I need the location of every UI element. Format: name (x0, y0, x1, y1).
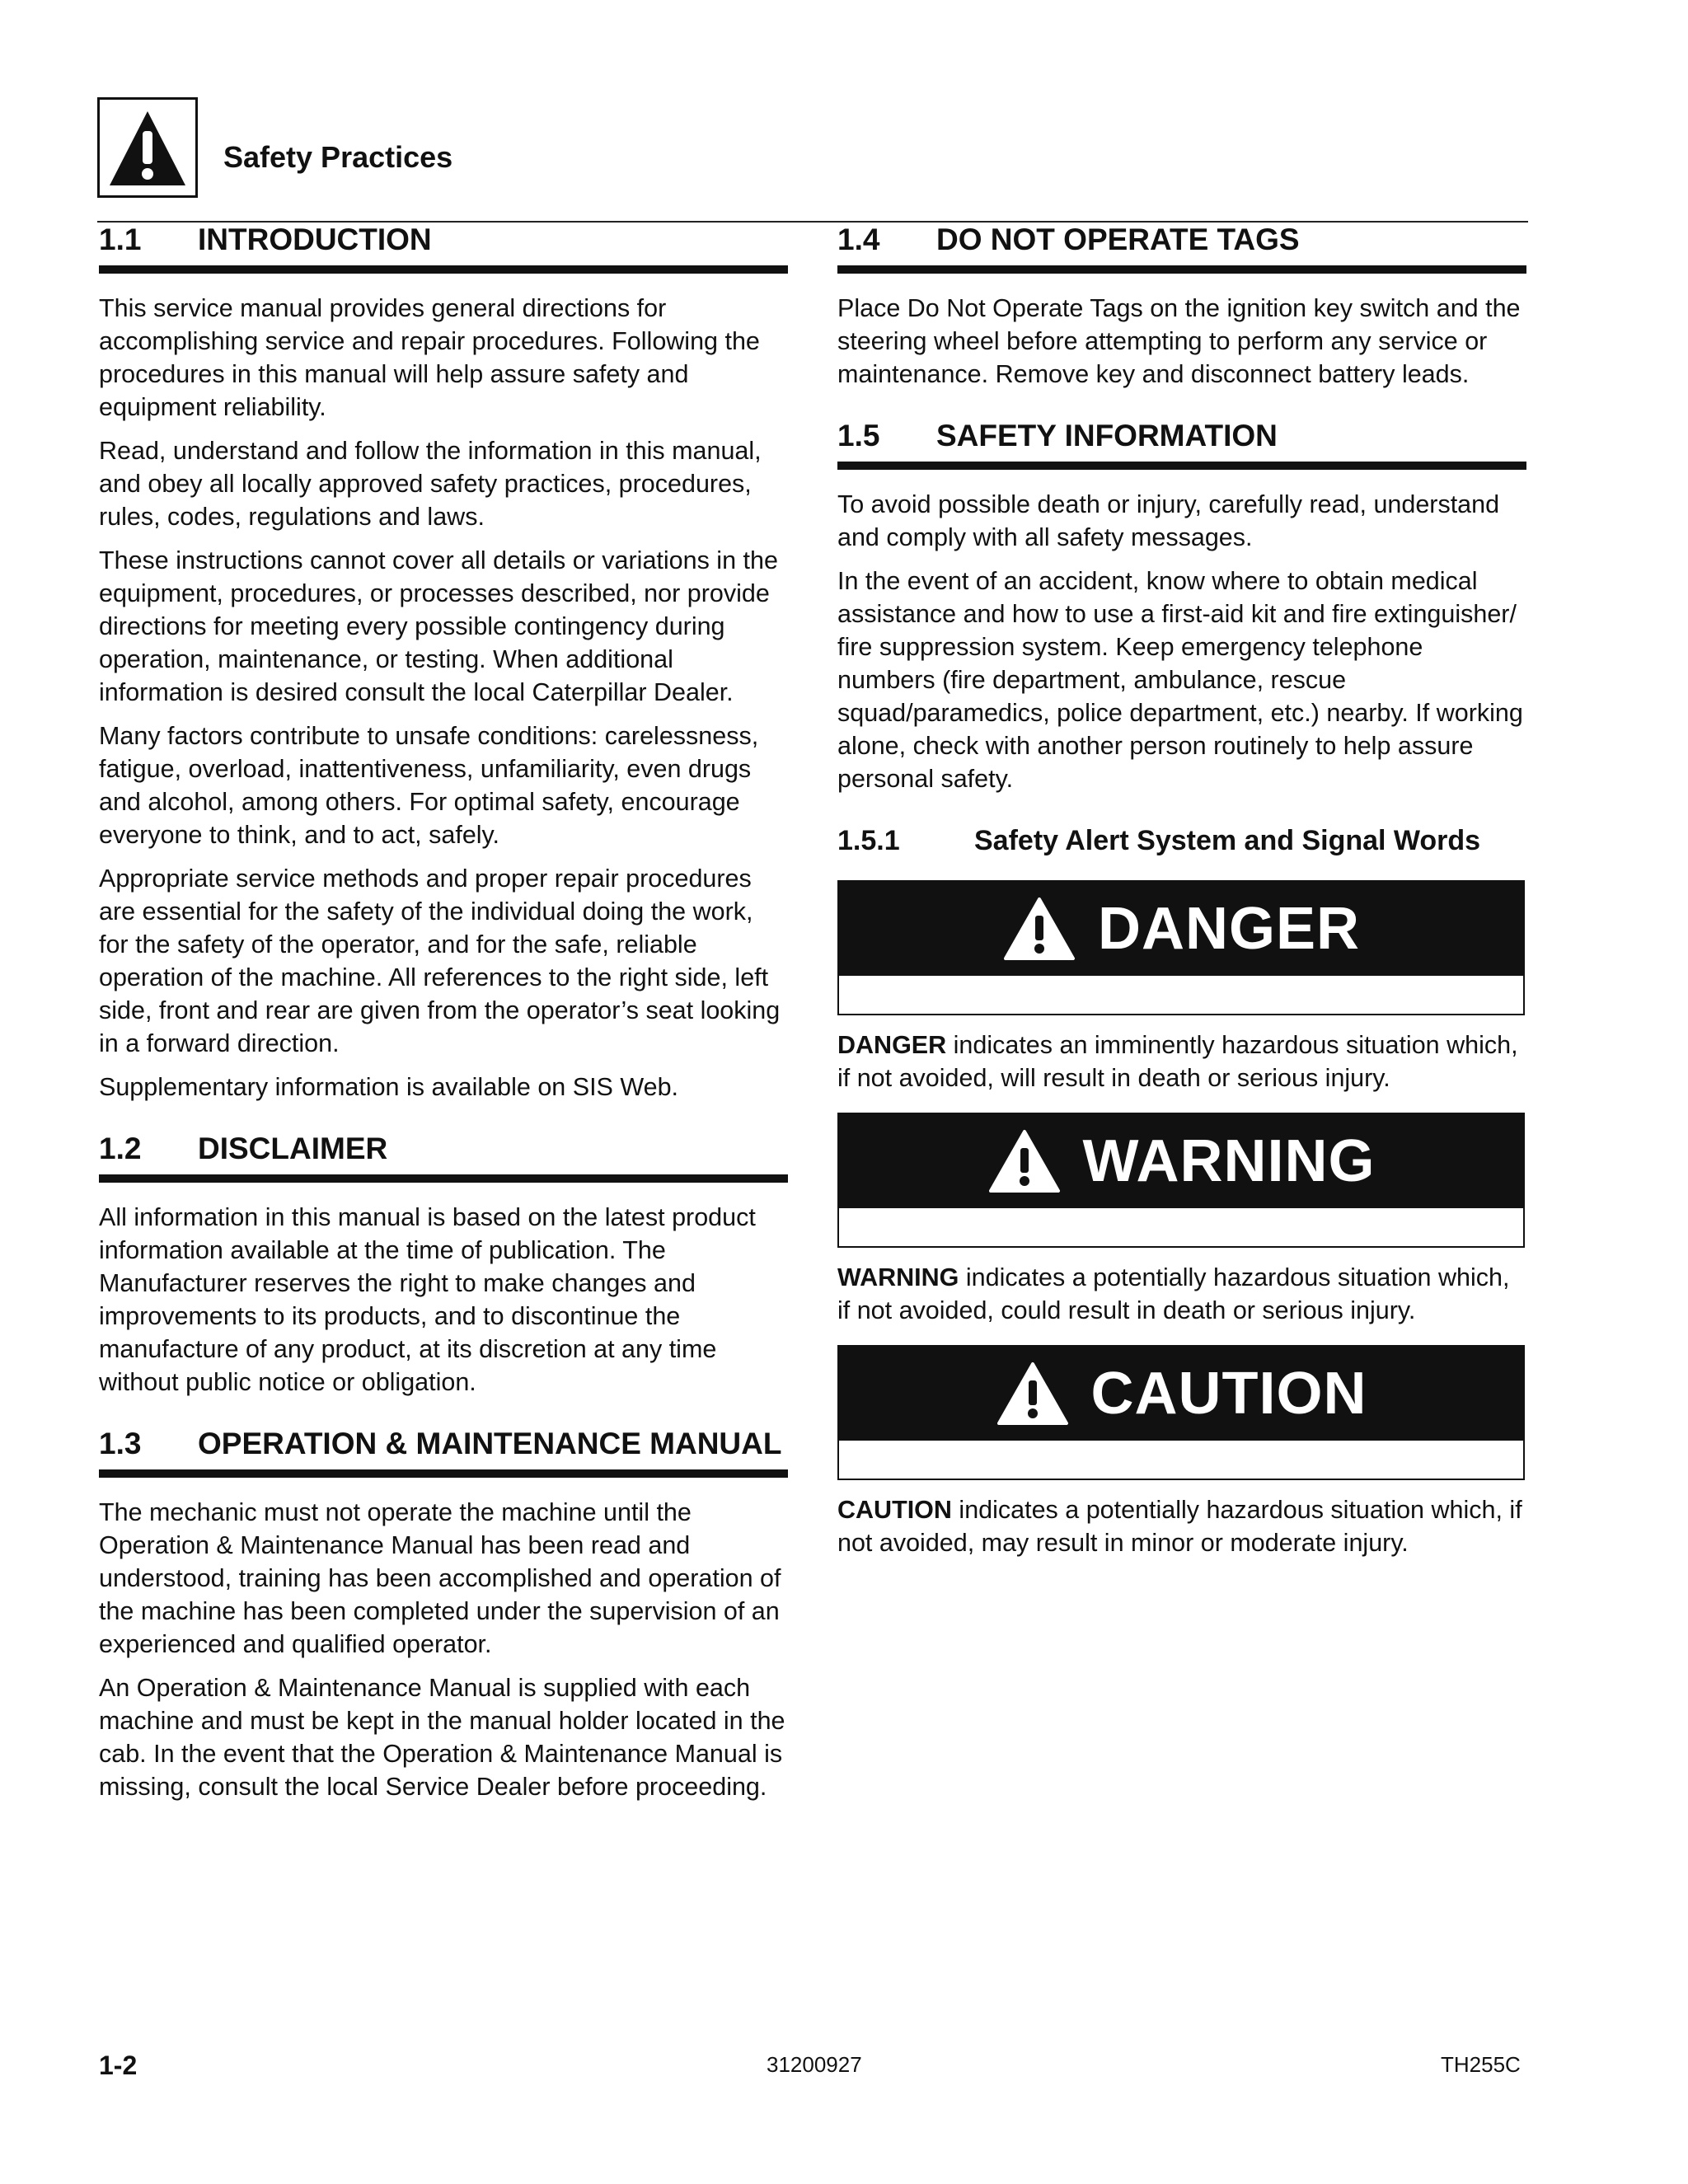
warning-triangle-icon (97, 97, 198, 198)
signal-description (837, 1029, 1526, 1094)
signal-word: WARNING (1082, 1128, 1376, 1194)
paragraph: Appropriate service methods and proper repair procedures are essential for the safety of the individual doing the work, for the safety of the operator, and for the safe, reliable operation of the machine. All references to the right side, left side, front and rear are given from the operator’s seat looking in a forward direction. (99, 865, 781, 1057)
section-title: OPERATION & MAINTENANCE MANUAL (198, 1427, 782, 1460)
page-title: Safety Practices (223, 140, 453, 174)
signal-word: CAUTION (1090, 1361, 1367, 1427)
paragraph: Supplementary information is available on SIS Web. (99, 1073, 679, 1101)
paragraph: Read, understand and follow the information in this manual, and obey all locally approved safety practices, procedures, rules, codes, regulations and laws. (99, 437, 762, 531)
signal-text: indicates a potentially hazardous situation which, if not avoided, may result in minor or moderate injury. (837, 1496, 1522, 1557)
section-heading-introduction (99, 223, 788, 274)
section-heading-safety-information (837, 419, 1526, 470)
warning-signal-panel (837, 1113, 1525, 1248)
paragraph: Many factors contribute to unsafe conditions: carelessness, fatigue, overload, inattentiveness, unfamiliarity, even drugs and alcohol, among others. For optimal safety, encourage everyone to think, and to act, safely. (99, 722, 759, 849)
alert-triangle-icon (996, 1361, 1070, 1427)
right-column (837, 223, 1526, 1577)
signal-term: WARNING (837, 1263, 959, 1291)
section-number: 1.3 (99, 1427, 142, 1460)
signal-blank-area (839, 1208, 1523, 1246)
signal-header (839, 882, 1523, 976)
left-column (99, 223, 788, 1814)
model-number: TH255C (1441, 2052, 1521, 2077)
signal-blank-area (839, 1441, 1523, 1479)
paragraph: The mechanic must not operate the machine until the Operation & Maintenance Manual has been read and understood, training has been accomplished and operation of the machine has been completed under the supervision of an experienced and qualified operator. (99, 1498, 781, 1658)
section-number: 1.1 (99, 223, 142, 256)
section-heading-do-not-operate-tags (837, 223, 1526, 274)
document-number: 31200927 (767, 2052, 862, 2077)
section-number: 1.5 (837, 419, 880, 452)
danger-signal-panel (837, 880, 1525, 1015)
section-heading-disclaimer (99, 1132, 788, 1183)
paragraph: An Operation & Maintenance Manual is supplied with each machine and must be kept in the manual holder located in the cab. In the event that the Operation & Maintenance Manual is missing, consult the local Service Dealer before proceeding. (99, 1674, 785, 1801)
section-title: DISCLAIMER (198, 1132, 388, 1165)
section-title: INTRODUCTION (198, 223, 432, 256)
signal-term: CAUTION (837, 1496, 952, 1524)
section-heading-om-manual (99, 1427, 788, 1478)
page-number: 1-2 (99, 2050, 138, 2080)
subsection-title: Safety Alert System and Signal Words (974, 825, 1481, 856)
signal-word: DANGER (1097, 896, 1360, 962)
paragraph: All information in this manual is based on the latest product information available at the time of publication. The Manufacturer reserves the right to make changes and improvements to its products, and to discontinue the manufacture of any product, at its discretion at any time without public notice or obligation. (99, 1203, 756, 1396)
alert-triangle-icon (1002, 896, 1076, 962)
section-number: 1.4 (837, 223, 880, 256)
paragraph: Place Do Not Operate Tags on the ignition key switch and the steering wheel before attempting to perform any service or maintenance. Remove key and disconnect battery leads. (837, 294, 1521, 388)
signal-description (837, 1261, 1526, 1327)
section-number: 1.2 (99, 1132, 142, 1165)
subsection-heading-signal-words (837, 825, 1526, 857)
paragraph: This service manual provides general directions for accomplishing service and repair procedures. Following the procedures in this manual will help assure safety and equipment reliability. (99, 294, 760, 421)
paragraph: These instructions cannot cover all details or variations in the equipment, procedures, or processes described, nor provide directions for meeting every possible contingency during operation, maintenance, or testing. When additional information is desired consult the local Caterpillar Dealer. (99, 546, 778, 706)
paragraph: In the event of an accident, know where to obtain medical assistance and how to use a first-aid kit and fire extinguisher/ fire suppression system. Keep emergency telephone numbers (fire department, ambulance, rescue squad/paramedics, police department, etc.) nearby. If working alone, check with another person routinely to help assure personal safety. (837, 567, 1523, 793)
alert-triangle-icon (987, 1128, 1062, 1194)
signal-text: indicates a potentially hazardous situation which, if not avoided, could result in death or serious injury. (837, 1263, 1510, 1324)
signal-description (837, 1493, 1526, 1559)
paragraph: To avoid possible death or injury, carefully read, understand and comply with all safety messages. (837, 490, 1500, 551)
signal-header (839, 1114, 1523, 1208)
section-title: SAFETY INFORMATION (936, 419, 1278, 452)
signal-text: indicates an imminently hazardous situation which, if not avoided, will result in death or serious injury. (837, 1031, 1518, 1092)
signal-header (839, 1347, 1523, 1441)
caution-signal-panel (837, 1345, 1525, 1480)
section-title: DO NOT OPERATE TAGS (936, 223, 1300, 256)
page-header (97, 97, 1528, 223)
subsection-number: 1.5.1 (837, 825, 900, 856)
signal-term: DANGER (837, 1031, 947, 1059)
signal-blank-area (839, 976, 1523, 1014)
